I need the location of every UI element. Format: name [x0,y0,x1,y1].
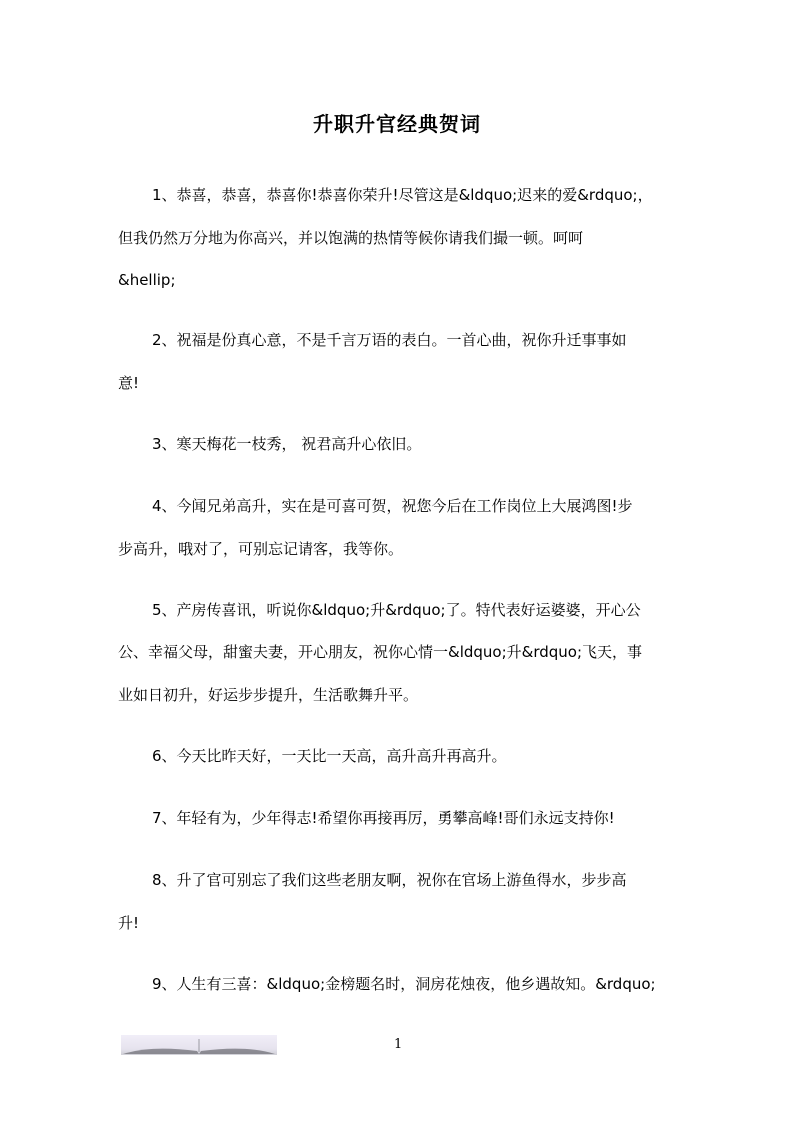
paragraph-2-line-1: 2、祝福是份真心意，不是千言万语的表白。一首心曲，祝你升迁事事如 [152,331,627,349]
paragraph-5-line-3: 业如日初升，好运步步提升，生活歌舞升平。 [118,686,419,704]
paragraph-5-line-1: 5、产房传喜讯，听说你&ldquo;升&rdquo;了。特代表好运婆婆，开心公 [152,601,641,619]
paragraph-1-line-3: &hellip; [118,271,176,289]
paragraph-6-line-1: 6、今天比昨天好，一天比一天高，高升高升再高升。 [152,747,507,765]
open-book-icon [121,1035,277,1055]
page-number: 1 [394,1037,403,1052]
page-title: 升职升官经典贺词 [313,112,481,136]
paragraph-2-line-2: 意! [118,374,140,392]
paragraph-1-line-2: 但我仍然万分地为你高兴，并以饱满的热情等候你请我们撮一顿。呵呵 [118,229,584,247]
paragraph-5-line-2: 公、幸福父母，甜蜜夫妻，开心朋友，祝你心情一&ldquo;升&rdquo;飞天，事 [118,643,643,661]
paragraph-4-line-2: 步高升，哦对了，可别忘记请客，我等你。 [118,540,404,558]
paragraph-4-line-1: 4、今闻兄弟高升，实在是可喜可贺，祝您今后在工作岗位上大展鸿图!步 [152,497,633,515]
paragraph-3-line-1: 3、寒天梅花一枝秀， 祝君高升心依旧。 [152,435,422,453]
paragraph-8-line-1: 8、升了官可别忘了我们这些老朋友啊，祝你在官场上游鱼得水，步步高 [152,871,627,889]
paragraph-1-line-1: 1、恭喜，恭喜，恭喜你!恭喜你荣升!尽管这是&ldquo;迟来的爱&rdquo;， [152,186,653,204]
paragraph-8-line-2: 升! [118,914,140,932]
paragraph-7-line-1: 7、年轻有为，少年得志!希望你再接再厉，勇攀高峰!哥们永远支持你! [152,809,615,827]
paragraph-9-line-1: 9、人生有三喜：&ldquo;金榜题名时，洞房花烛夜，他乡遇故知。&rdquo; [152,975,656,993]
